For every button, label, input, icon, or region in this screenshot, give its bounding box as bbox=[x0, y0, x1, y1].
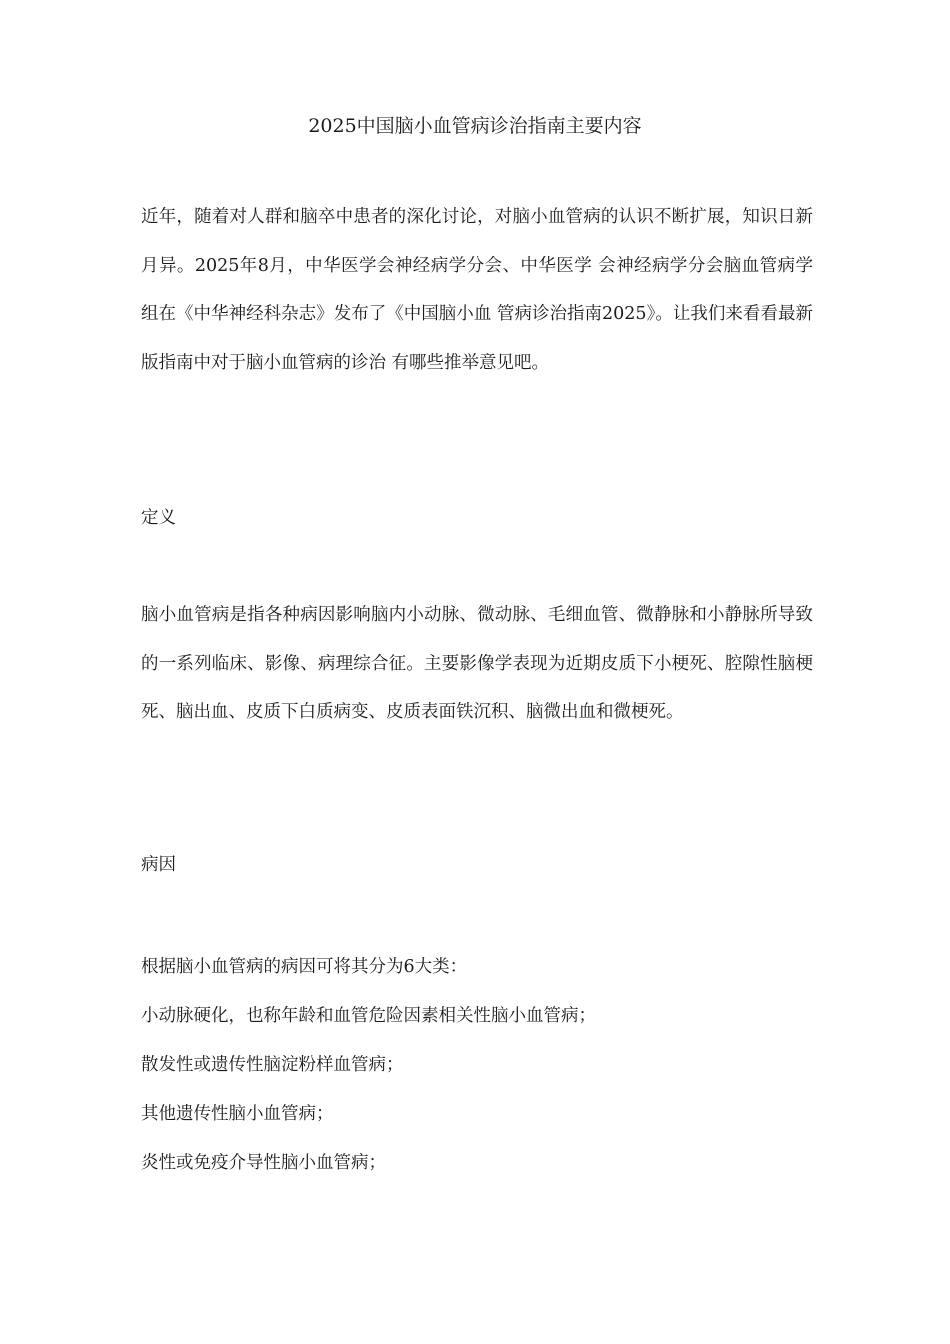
etiology-item-4: 炎性或免疫介导性脑小血管病； bbox=[141, 1153, 386, 1173]
etiology-item-3: 其他遗传性脑小血管病； bbox=[141, 1104, 334, 1124]
etiology-lead: 根据脑小血管病的病因可将其分为6大类： bbox=[141, 957, 468, 977]
section-heading-etiology: 病因 bbox=[141, 855, 176, 875]
document-title: 2025中国脑小血管病诊治指南主要内容 bbox=[308, 115, 642, 137]
etiology-item-1: 小动脉硬化，也称年龄和血管危险因素相关性脑小血管病； bbox=[141, 1006, 596, 1026]
definition-paragraph: 脑小血管病是指各种病因影响脑内小动脉、微动脉、毛细血管、微静脉和小静脉所导致的一系列临床、影像、病理综合征。主要影像学表现为近期皮质下小梗死、腔隙性脑梗死、脑出血、皮质下白质病变、皮质表面铁沉积、脑微出血和微梗死。 bbox=[141, 605, 813, 722]
section-heading-definition: 定义 bbox=[141, 508, 176, 528]
etiology-item-2: 散发性或遗传性脑淀粉样血管病； bbox=[141, 1055, 404, 1075]
intro-paragraph: 近年，随着对人群和脑卒中患者的深化讨论，对脑小血管病的认识不断扩展，知识日新月异。2025年8月，中华医学会神经病学分会、中华医学 会神经病学分会脑血管病学组在《中华神经科杂志》发布了《中国脑小血 管病诊治指南2025》。让我们来看看最新版指南中对于脑小血管病的诊治 有哪些推举意见吧。 bbox=[141, 207, 813, 373]
